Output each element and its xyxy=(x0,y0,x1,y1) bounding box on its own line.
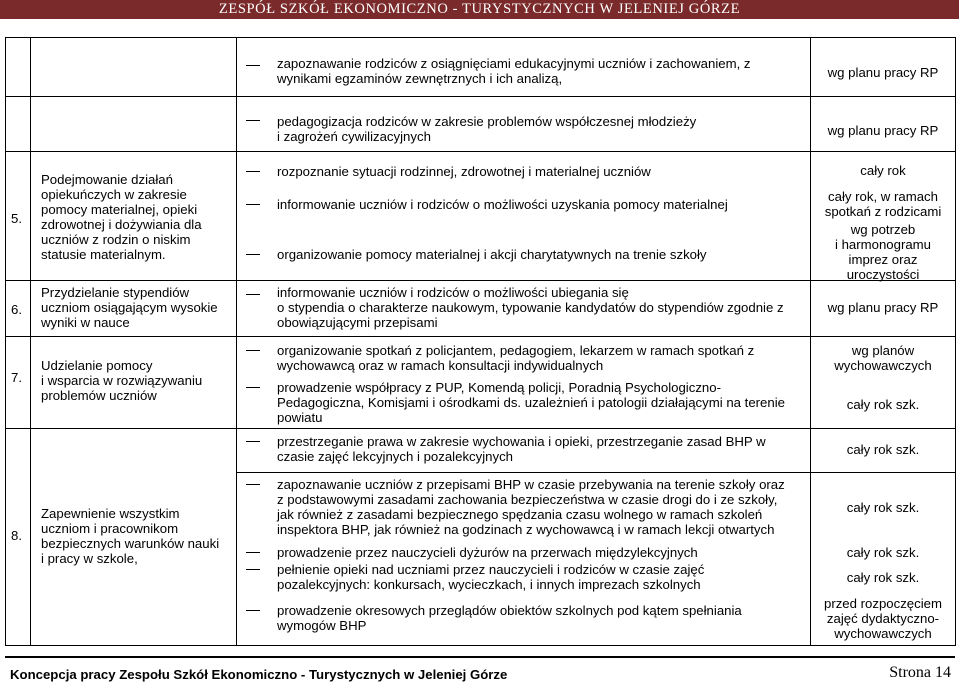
term-text: wg planu pracy RP xyxy=(827,65,939,80)
row-number: 8. xyxy=(11,528,22,543)
col-divider xyxy=(236,37,237,646)
text-line: wg potrzeb xyxy=(850,222,916,237)
activity-text xyxy=(277,603,742,633)
text-line: Podejmowanie działań xyxy=(41,172,173,187)
bullet-dash xyxy=(246,204,260,205)
text-line: organizowanie spotkań z policjantem, pedagogiem, lekarzem w ramach spotkań z xyxy=(277,343,755,358)
text-line: wg planów xyxy=(851,343,915,358)
bullet-dash xyxy=(246,387,260,388)
text-line: opiekuńczych w zakresie xyxy=(41,187,187,202)
row-divider xyxy=(5,96,955,97)
term-text: cały rok xyxy=(860,163,906,178)
text-line: powiatu xyxy=(277,410,323,425)
text-line: obowiązującymi przepisami xyxy=(277,315,438,330)
task-text xyxy=(41,506,219,566)
text-line: uczniów z rodzin o niskim xyxy=(41,232,191,247)
text-line: o stypendia o charakterze naukowym, typowanie kandydatów do stypendiów zgodnie z xyxy=(277,300,784,315)
text-line: informowanie uczniów i rodziców o możliwości ubiegania się xyxy=(277,285,629,300)
bullet-dash xyxy=(246,350,260,351)
text-line: cały rok, w ramach xyxy=(828,189,938,204)
activity-text xyxy=(277,56,751,86)
text-line: uroczystości xyxy=(846,267,920,282)
text-line: wychowawcą oraz w ramach konsultacji indywidualnych xyxy=(277,358,604,373)
text-line: i zagrożeń cywilizacyjnych xyxy=(277,129,431,144)
text-line: wyniki w nauce xyxy=(41,315,130,330)
activity-text xyxy=(277,114,696,144)
text-line: bezpiecznych warunków nauki xyxy=(41,536,220,551)
text-line: jak również z zasadami bezpiecznego spędzania czasu wolnego w ramach szkoleń xyxy=(277,507,763,522)
text-line: imprez oraz xyxy=(848,252,918,267)
text-line: zapoznawanie uczniów z przepisami BHP w czasie przebywania na terenie szkoły oraz xyxy=(277,477,785,492)
activity-text: prowadzenie przez nauczycieli dyżurów na przerwach międzylekcyjnych xyxy=(277,545,698,560)
table-border-right xyxy=(955,37,956,646)
bullet-dash xyxy=(246,254,260,255)
bullet-dash xyxy=(246,65,260,66)
footer-rule xyxy=(5,656,955,658)
term-text xyxy=(811,596,955,641)
row-number: 5. xyxy=(11,211,22,226)
text-line: wychowawczych xyxy=(834,626,932,641)
text-line: statusie materialnym. xyxy=(41,247,166,262)
bullet-dash xyxy=(246,120,260,121)
row-divider xyxy=(5,428,955,429)
activity-text xyxy=(277,285,784,330)
row-number: 7. xyxy=(11,370,22,385)
bullet-dash xyxy=(246,610,260,611)
activity-text: informowanie uczniów i rodziców o możliwości uzyskania pomocy materialnej xyxy=(277,197,728,212)
text-line: i pracy w szkole, xyxy=(41,551,138,566)
row-divider xyxy=(236,472,956,473)
text-line: uczniom osiągającym wysokie xyxy=(41,300,218,315)
activity-text xyxy=(277,562,704,592)
text-line: i wsparcia w rozwiązywaniu xyxy=(41,373,203,388)
activity-text: organizowanie pomocy materialnej i akcji charytatywnych na trenie szkoły xyxy=(277,247,707,262)
text-line: inspektora BHP, jak również na godzinach z wychowawcą i w ramach lekcji otwartych xyxy=(277,522,775,537)
term-text xyxy=(811,222,955,282)
text-line: pozalekcyjnych: konkursach, wycieczkach, i innych imprezach szkolnych xyxy=(277,577,701,592)
page-number: Strona 14 xyxy=(889,664,951,681)
row-number: 6. xyxy=(11,302,22,317)
text-line: uczniom i pracownikom xyxy=(41,521,179,536)
text-line: wychowawczych xyxy=(834,358,932,373)
text-line: z podstawowymi zasadami zachowania bezpieczeństwa w czasie drogi do i ze szkoły, xyxy=(277,492,778,507)
term-text: wg planu pracy RP xyxy=(827,123,939,138)
task-text xyxy=(41,358,202,403)
bullet-dash xyxy=(246,484,260,485)
text-line: pedagogizacja rodziców w zakresie problemów współczesnej młodzieży xyxy=(277,114,697,129)
task-text xyxy=(41,172,202,262)
table-border-left xyxy=(5,37,6,646)
text-line: Udzielanie pomocy xyxy=(41,358,153,373)
table-border-top xyxy=(5,37,955,38)
activity-text xyxy=(277,343,754,373)
term-text xyxy=(811,343,955,373)
text-line: przestrzeganie prawa w zakresie wychowania i opieki, przestrzeganie zasad BHP w xyxy=(277,434,766,449)
text-line: prowadzenie współpracy z PUP, Komendą policji, Poradnią Psychologiczno- xyxy=(277,380,721,395)
text-line: spotkań z rodzicami xyxy=(824,204,942,219)
term-text: wg planu pracy RP xyxy=(827,300,939,315)
school-name: ZESPÓŁ SZKÓŁ EKONOMICZNO - TURYSTYCZNYCH W JELENIEJ GÓRZE xyxy=(218,1,741,17)
activity-text xyxy=(277,477,785,537)
page-header xyxy=(0,0,959,19)
term-text xyxy=(811,189,955,219)
term-text: cały rok szk. xyxy=(846,442,920,457)
term-text: cały rok szk. xyxy=(846,397,920,412)
text-line: przed rozpoczęciem xyxy=(823,596,942,611)
text-line: zajęć dydaktyczno- xyxy=(826,611,940,626)
table-border-bottom xyxy=(5,645,955,646)
text-line: i harmonogramu xyxy=(834,237,932,252)
text-line: pełnienie opieki nad uczniami przez nauczycieli i rodziców w czasie zajęć xyxy=(277,562,705,577)
term-text: cały rok szk. xyxy=(846,545,920,560)
bullet-dash xyxy=(246,441,260,442)
text-line: problemów uczniów xyxy=(41,388,157,403)
text-line: Pedagogiczna, Komisjami i ośrodkami ds. uzależnień i patologii działającymi na terenie xyxy=(277,395,785,410)
col-divider xyxy=(30,37,31,646)
activity-text xyxy=(277,434,766,464)
text-line: zapoznawanie rodziców z osiągnięciami edukacyjnymi uczniów i zachowaniem, z xyxy=(277,56,751,71)
task-text xyxy=(41,285,218,330)
row-divider xyxy=(5,336,955,337)
bullet-dash xyxy=(246,552,260,553)
bullet-dash xyxy=(246,171,260,172)
bullet-dash xyxy=(246,569,260,570)
footer-title: Koncepcja pracy Zespołu Szkół Ekonomiczno - Turystycznych w Jeleniej Górze xyxy=(10,667,508,682)
text-line: wymogów BHP xyxy=(277,618,367,633)
activity-text: rozpoznanie sytuacji rodzinnej, zdrowotnej i materialnej uczniów xyxy=(277,164,651,179)
text-line: czasie zajęć lekcyjnych i pozalekcyjnych xyxy=(277,449,514,464)
text-line: prowadzenie okresowych przeglądów obiektów szkolnych pod kątem spełniania xyxy=(277,603,742,618)
activity-text xyxy=(277,380,785,425)
bullet-dash xyxy=(246,294,260,295)
text-line: pomocy materialnej, opieki xyxy=(41,202,198,217)
text-line: zdrowotnej i dożywiania dla xyxy=(41,217,202,232)
text-line: Przydzielanie stypendiów xyxy=(41,285,190,300)
term-text: cały rok szk. xyxy=(846,570,920,585)
text-line: Zapewnienie wszystkim xyxy=(41,506,180,521)
row-divider xyxy=(5,151,955,152)
text-line: wynikami egzaminów zewnętrznych i ich analizą, xyxy=(277,71,563,86)
term-text: cały rok szk. xyxy=(846,500,920,515)
